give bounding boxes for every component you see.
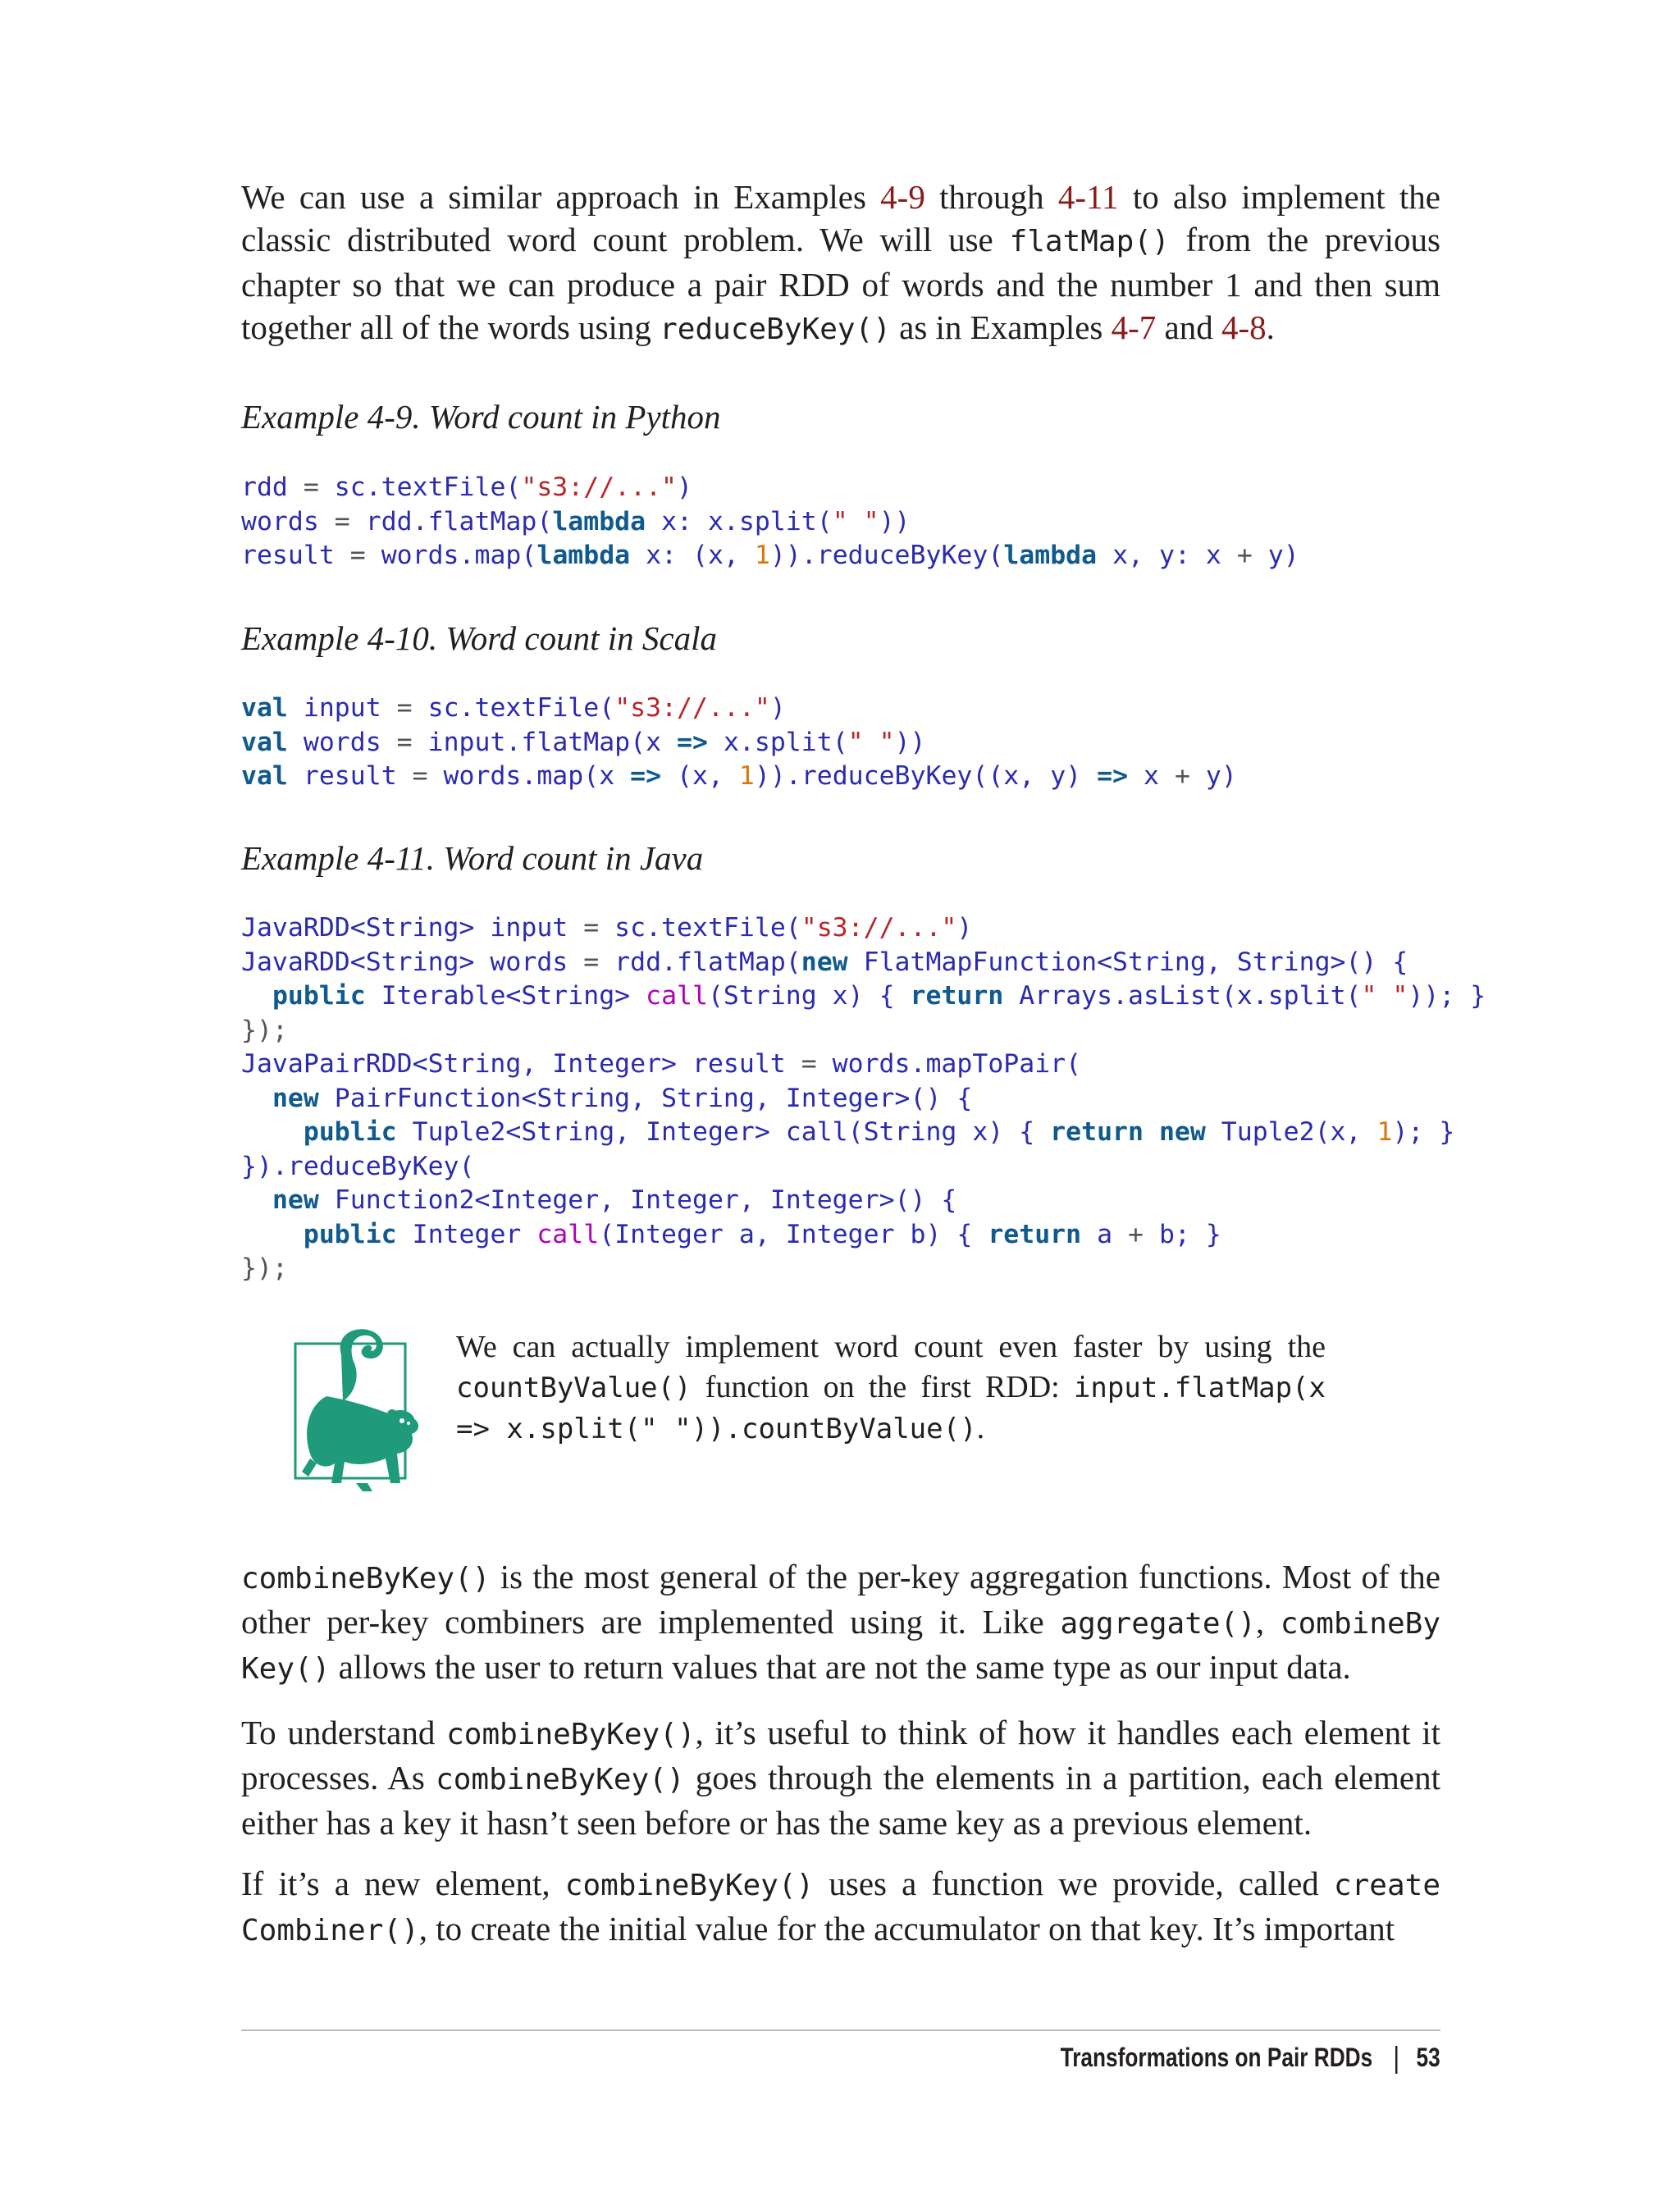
inline-code: combineByKey() [436, 1763, 685, 1796]
page-footer [1061, 2039, 1440, 2075]
inline-code: combineBy Key() [241, 1607, 1440, 1686]
text-run: through [924, 178, 1058, 216]
inline-code: combineByKey() [446, 1718, 696, 1751]
text-run: , to create the initial value for the accumulator on that key. It’s important [418, 1910, 1395, 1947]
inline-code: input.flatMap(x => x.split(" ")).countByValue() [456, 1372, 1326, 1445]
code-line: public Integer call(Integer a, Integer b) { return a + b; } [303, 1219, 1221, 1249]
code-line: val words = input.flatMap(x => x.split(" ")) [241, 727, 926, 757]
code-line: val result = words.map(x => (x, 1)).reduceByKey((x, y) => x + y) [241, 761, 1237, 791]
code-line: rdd = sc.textFile("s3://...") [241, 472, 692, 502]
text-run: allows the user to return values that are not the same type as our input data. [330, 1648, 1351, 1686]
inline-code: combineByKey() [564, 1869, 815, 1902]
text-run: and [1156, 308, 1221, 346]
code-block-scala [241, 692, 1237, 794]
combinebykey-paragraph [241, 1555, 1440, 1691]
text-run: . [976, 1411, 985, 1445]
text-run: as in Examples [890, 308, 1112, 346]
tip-note [456, 1327, 1326, 1449]
code-block-python [241, 471, 1299, 573]
text-run: We can actually implement word count even faster by using the [456, 1330, 1326, 1364]
code-line: val input = sc.textFile("s3://...") [241, 693, 786, 723]
code-line: new PairFunction<String, String, Integer>() { [272, 1083, 973, 1113]
text-run: . [1266, 308, 1275, 346]
inline-code: create Combiner() [241, 1869, 1440, 1947]
text-run: uses a function we provide, called [814, 1865, 1334, 1902]
text-run: function on the first RDD: [691, 1370, 1074, 1404]
example-caption-python: Example 4-9. Word count in Python [241, 398, 721, 436]
page-number: 53 [1416, 2043, 1440, 2072]
code-line: new Function2<Integer, Integer, Integer>() { [272, 1185, 957, 1215]
text-run: To understand [241, 1714, 447, 1751]
text-run: goes through the elements in a partition, each element either has a key it hasn’t seen before or has the same key as a previous element. [241, 1759, 1440, 1842]
new-element-paragraph [241, 1862, 1440, 1952]
example-caption-scala: Example 4-10. Word count in Scala [241, 619, 717, 657]
example-link-4-8[interactable]: 4-8 [1221, 308, 1267, 346]
code-line: public Tuple2<String, Integer> call(String x) { return new Tuple2(x, 1); } [303, 1117, 1455, 1147]
code-line: }); [241, 1253, 288, 1283]
understanding-paragraph [241, 1711, 1440, 1844]
footer-divider [241, 2029, 1440, 2031]
text-run: from the previous chapter so that we can produce a pair RDD of words and the number 1 and then sum together all of the words using [241, 221, 1441, 346]
text-run: We can use a similar approach in Examples [241, 178, 881, 216]
example-link-4-7[interactable]: 4-7 [1111, 308, 1157, 346]
intro-paragraph [241, 176, 1440, 351]
footer-separator [1395, 2046, 1397, 2074]
code-line: }); [241, 1015, 288, 1045]
inline-code: aggregate() [1060, 1607, 1256, 1641]
inline-code: countByValue() [456, 1372, 692, 1404]
text-run: , it’s useful to think of how it handles each element it processes. As [241, 1714, 1440, 1796]
inline-code: flatMap() [1009, 225, 1170, 258]
text-run: If it’s a new element, [241, 1865, 565, 1902]
example-link-4-11[interactable]: 4-11 [1057, 178, 1119, 216]
inline-code: combineByKey() [241, 1562, 491, 1596]
text-run: , [1255, 1603, 1281, 1641]
text-run: is the most general of the per-key aggregation functions. Most of the other per-key combiners are implemented using it. Like [241, 1558, 1440, 1641]
lemur-tip-icon [277, 1322, 425, 1503]
code-block-java [241, 911, 1486, 1286]
example-caption-java: Example 4-11. Word count in Java [241, 839, 704, 877]
example-link-4-9[interactable]: 4-9 [880, 178, 925, 216]
code-line: words = rdd.flatMap(lambda x: x.split(" ")) [241, 506, 911, 536]
code-line: JavaPairRDD<String, Integer> result = words.mapToPair( [241, 1049, 1082, 1079]
code-line: result = words.map(lambda x: (x, 1)).reduceByKey(lambda x, y: x + y) [241, 541, 1299, 570]
inline-code: reduceByKey() [660, 313, 891, 346]
code-line: JavaRDD<String> input = sc.textFile("s3://...") [241, 913, 973, 943]
code-line: public Iterable<String> call(String x) { return Arrays.asList(x.split(" ")); } [272, 981, 1486, 1011]
text-run: to also implement the classic distributed word count problem. We will use [241, 178, 1440, 258]
code-line: JavaRDD<String> words = rdd.flatMap(new FlatMapFunction<String, String>() { [241, 947, 1408, 977]
running-footer-title: Transformations on Pair RDDs [1060, 2043, 1373, 2072]
code-line: }).reduceByKey( [241, 1151, 475, 1181]
